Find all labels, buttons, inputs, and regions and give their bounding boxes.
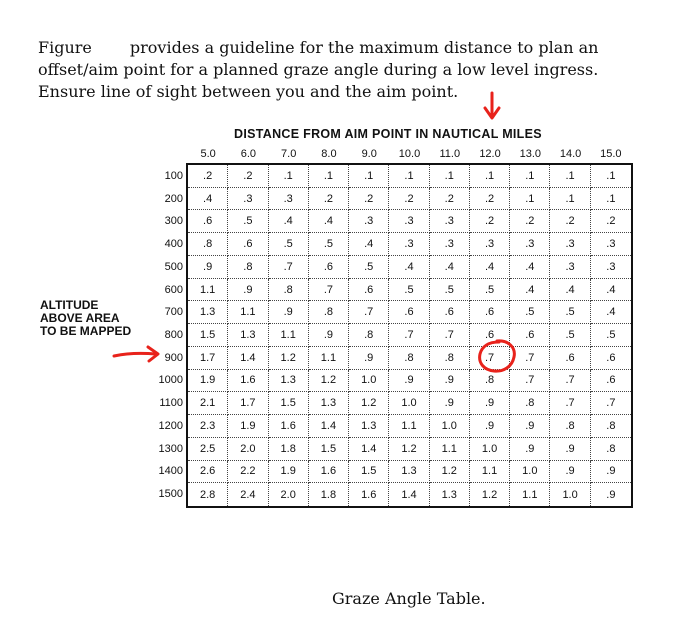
table-cell: .9 [470, 415, 510, 438]
table-cell: .8 [309, 301, 349, 324]
table-cell: 1.5 [269, 392, 309, 415]
table-cell: 1.0 [349, 370, 389, 393]
table-cell: .1 [349, 165, 389, 188]
table-cell: .7 [510, 347, 550, 370]
intro-line2: offset/aim point for a planned graze angle during a low level ingress. [38, 60, 599, 79]
table-cell: .6 [188, 210, 228, 233]
row-header: 1100 [159, 397, 183, 410]
table-cell: .7 [269, 256, 309, 279]
table-cell: 1.7 [228, 392, 268, 415]
table-cell: 1.1 [188, 279, 228, 302]
row-header: 400 [164, 238, 183, 251]
table-cell: .5 [470, 279, 510, 302]
table-cell: .2 [228, 165, 268, 188]
table-cell: .1 [591, 188, 631, 211]
table-cell: .6 [389, 301, 429, 324]
table-cell: .3 [228, 188, 268, 211]
altitude-label-line1: ALTITUDE [40, 298, 99, 312]
row-header: 100 [164, 169, 183, 182]
table-cell: .3 [389, 210, 429, 233]
table-cell: .2 [591, 210, 631, 233]
table-cell: .4 [309, 210, 349, 233]
table-cell: 1.3 [389, 461, 429, 484]
table-cell: .8 [550, 415, 590, 438]
table-cell: .7 [430, 324, 470, 347]
table-cell: .5 [510, 301, 550, 324]
table-cell: 1.8 [309, 483, 349, 506]
table-cell: 2.6 [188, 461, 228, 484]
table-cell: .9 [606, 488, 616, 501]
table-cell: .4 [349, 233, 389, 256]
table-cell: .7 [349, 301, 389, 324]
table-cell: .8 [269, 279, 309, 302]
table-cell: 1.6 [349, 483, 389, 506]
table-cell: .1 [591, 165, 631, 188]
row-header: 1000 [158, 374, 183, 387]
intro-line3: Ensure line of sight between you and the aim point. [38, 82, 459, 101]
row-header: 1200 [158, 419, 183, 432]
column-header: 8.0 [321, 148, 337, 160]
table-cell: 1.3 [309, 392, 349, 415]
table-cell: 1.2 [349, 392, 389, 415]
table-cell: .2 [430, 188, 470, 211]
table-cell: 1.2 [470, 483, 510, 506]
table-cell: .9 [510, 415, 550, 438]
table-cell: .7 [550, 370, 590, 393]
table-cell: .9 [349, 347, 389, 370]
table-cell: 2.2 [228, 461, 268, 484]
table-cell: .6 [550, 347, 590, 370]
table-cell: .4 [550, 279, 590, 302]
row-header: 1400 [158, 465, 183, 478]
table-cell: .5 [349, 256, 389, 279]
intro-line1-rest: provides a guideline for the maximum distance to plan an [129, 38, 599, 57]
table-cell: .1 [389, 165, 429, 188]
table-cell: .9 [228, 279, 268, 302]
table-cell: .8 [228, 256, 268, 279]
table-cell: 1.2 [430, 461, 470, 484]
table-title: DISTANCE FROM AIM POINT IN NAUTICAL MILES [234, 127, 542, 141]
table-cell: .5 [228, 210, 268, 233]
table-cell: .1 [470, 165, 510, 188]
column-header: 6.0 [240, 148, 257, 160]
table-cell: .9 [470, 392, 510, 415]
altitude-label-line2: ABOVE AREA [40, 311, 120, 325]
table-cell: .3 [550, 233, 590, 256]
table-cell: .6 [349, 279, 389, 302]
table-cell: .6 [591, 370, 631, 393]
table-cell: .5 [550, 324, 590, 347]
table-cell: 1.4 [389, 483, 429, 506]
column-header: 12.0 [479, 148, 501, 160]
table-cell: 1.0 [550, 483, 590, 506]
column-header: 15.0 [600, 148, 622, 160]
table-cell: .9 [430, 392, 470, 415]
table-cell: .8 [591, 415, 631, 438]
table-cell: 1.1 [269, 324, 309, 347]
table-cell: .6 [430, 301, 470, 324]
table-cell: .2 [550, 210, 590, 233]
table-cell: .3 [510, 233, 550, 256]
table-cell: .5 [269, 233, 309, 256]
table-cell: .2 [349, 188, 389, 211]
table-cell: .4 [269, 210, 309, 233]
table-cell: .3 [550, 256, 590, 279]
table-cell: .4 [510, 279, 550, 302]
table-cell: 1.1 [389, 415, 429, 438]
table-cell: .4 [188, 188, 228, 211]
table-cell: .1 [430, 165, 470, 188]
table-cell: .1 [550, 188, 590, 211]
table-cell: 1.3 [430, 483, 470, 506]
table-cell: .7 [591, 392, 631, 415]
table-cell: .2 [188, 165, 228, 188]
column-header: 11.0 [439, 148, 461, 160]
table-cell: .3 [349, 210, 389, 233]
table-cell: .6 [228, 233, 268, 256]
table-cell: .4 [389, 256, 429, 279]
table-cell: .8 [510, 392, 550, 415]
table-cell: 2.0 [228, 438, 268, 461]
table-cell: .9 [389, 370, 429, 393]
intro-text [38, 37, 668, 103]
table-cell: 1.7 [188, 347, 228, 370]
down-arrow-icon [482, 93, 502, 123]
table-cell: 2.1 [188, 392, 228, 415]
figure-caption: Graze Angle Table. [332, 589, 486, 608]
table-cell: .9 [430, 370, 470, 393]
table-cell: 1.0 [470, 438, 510, 461]
table-cell: .9 [550, 461, 590, 484]
table-cell: .6 [591, 347, 631, 370]
table-cell: 1.3 [269, 370, 309, 393]
table-cell: 1.5 [309, 438, 349, 461]
column-header: 5.0 [200, 148, 216, 160]
table-cell: 2.3 [188, 415, 228, 438]
table-cell: 1.1 [430, 438, 470, 461]
table-cell: 1.1 [470, 461, 510, 484]
table-cell: 1.9 [269, 461, 309, 484]
table-cell: .8 [470, 370, 510, 393]
table-cell: .6 [470, 324, 510, 347]
row-header: 700 [164, 306, 183, 319]
table-cell: .9 [591, 461, 631, 484]
row-header: 800 [164, 329, 183, 341]
table-cell: 1.5 [349, 461, 389, 484]
table-cell: .4 [591, 279, 631, 302]
table-cell: 1.3 [188, 301, 228, 324]
row-header: 1500 [158, 488, 183, 501]
table-cell: .3 [389, 233, 429, 256]
column-header: 14.0 [559, 148, 582, 160]
table-cell: 1.4 [349, 438, 389, 461]
table-cell: 1.5 [188, 324, 228, 347]
table-cell: .9 [309, 324, 349, 347]
table-cell: .6 [470, 301, 510, 324]
table-cell: .9 [188, 256, 228, 279]
table-cell: .7 [510, 370, 550, 393]
table-cell: .3 [269, 188, 309, 211]
table-cell: .3 [591, 233, 631, 256]
table-cell: 1.0 [389, 392, 429, 415]
table-cell: .2 [470, 188, 510, 211]
row-header: 300 [164, 215, 183, 228]
table-cell: 1.4 [309, 415, 349, 438]
circle-highlight-icon [475, 338, 519, 374]
table-cell: .1 [269, 165, 309, 188]
table-cell: 1.3 [228, 324, 268, 347]
table-cell: 1.1 [510, 483, 550, 506]
table-cell: .9 [269, 301, 309, 324]
table-cell: .3 [430, 233, 470, 256]
table-cell: .8 [591, 438, 631, 461]
table-cell: .1 [510, 188, 550, 211]
row-header: 900 [164, 351, 183, 364]
table-cell: 1.9 [228, 415, 268, 438]
table-cell: .9 [550, 438, 590, 461]
table-cell: .6 [510, 324, 550, 347]
table-cell: .5 [550, 301, 590, 324]
table-cell: .3 [591, 256, 631, 279]
column-header: 7.0 [281, 148, 297, 160]
table-cell: .9 [510, 438, 550, 461]
table-cell: 1.2 [309, 370, 349, 393]
table-cell: .8 [188, 233, 228, 256]
row-header: 600 [164, 283, 183, 296]
row-header: 200 [164, 192, 183, 205]
column-header: 10.0 [398, 148, 421, 160]
table-cell: .8 [349, 324, 389, 347]
table-cell: 1.1 [309, 347, 349, 370]
table-cell: .4 [430, 256, 470, 279]
table-cell: .3 [470, 233, 510, 256]
table-cell: 1.6 [228, 370, 268, 393]
table-cell: .1 [510, 165, 550, 188]
table-cell: .4 [470, 256, 510, 279]
table-cell: .5 [591, 324, 631, 347]
table-cell: .7 [550, 392, 590, 415]
table-cell: 2.0 [269, 483, 309, 506]
column-header: 13.0 [519, 148, 542, 160]
table-cell: .2 [389, 188, 429, 211]
table-cell: 1.6 [309, 461, 349, 484]
table-cell: .5 [309, 233, 349, 256]
table-cell: 1.2 [389, 438, 429, 461]
table-cell: .4 [510, 256, 550, 279]
table-cell: .2 [470, 210, 510, 233]
table-cell: .2 [510, 210, 550, 233]
right-arrow-icon [112, 344, 162, 364]
table-cell: 1.0 [430, 415, 470, 438]
table-cell: .3 [430, 210, 470, 233]
table-cell: 1.9 [188, 370, 228, 393]
table-cell: 2.8 [188, 483, 228, 506]
table-cell: .7 [470, 347, 510, 370]
table-cell: 2.4 [228, 483, 268, 506]
altitude-axis-label [40, 299, 131, 338]
table-cell: .1 [309, 165, 349, 188]
table-cell: .2 [309, 188, 349, 211]
intro-figure-word: Figure [38, 38, 92, 57]
table-cell: .1 [550, 165, 590, 188]
table-cell: .8 [389, 347, 429, 370]
table-cell: 1.8 [269, 438, 309, 461]
column-header: 9.0 [361, 148, 377, 160]
table-cell: 2.5 [188, 438, 228, 461]
table-cell: .6 [309, 256, 349, 279]
table-cell: .7 [309, 279, 349, 302]
table-cell: 1.3 [349, 415, 389, 438]
altitude-label-line3: TO BE MAPPED [40, 324, 132, 338]
table-cell: 1.2 [269, 347, 309, 370]
table-cell: .8 [430, 347, 470, 370]
table-cell: 1.4 [228, 347, 268, 370]
table-cell: 1.6 [269, 415, 309, 438]
row-header: 1300 [158, 442, 183, 455]
table-cell: .7 [389, 324, 429, 347]
graze-angle-grid [186, 163, 633, 508]
row-header: 500 [164, 260, 183, 273]
table-cell: .4 [591, 301, 631, 324]
table-cell: 1.0 [510, 461, 550, 484]
table-cell: .5 [430, 279, 470, 302]
table-cell: 1.1 [228, 301, 268, 324]
table-cell: .5 [389, 279, 429, 302]
